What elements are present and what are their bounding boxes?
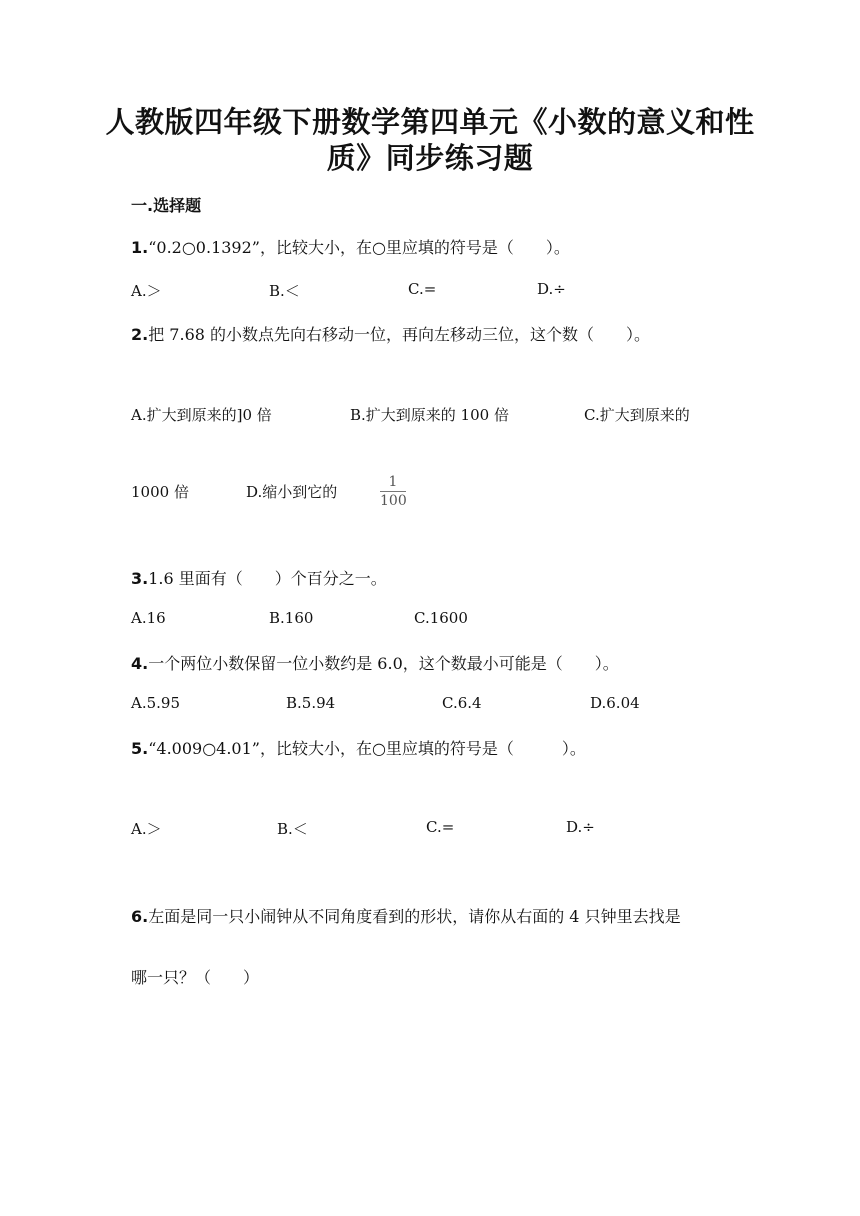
section-heading: 一.选择题	[131, 196, 202, 215]
question-2	[131, 322, 650, 345]
question-text: 左面是同一只小闹钟从不同角度看到的形状，请你从右面的 4 只钟里去找是	[148, 907, 681, 926]
question-text: 把 7.68 的小数点先向右移动一位，再向左移动三位，这个数（ ）。	[148, 325, 651, 344]
question-number: 1.	[131, 238, 149, 257]
q2-option-d: D.缩小到它的	[246, 483, 338, 501]
q4-option-b: B.5.94	[286, 694, 336, 712]
question-number: 4.	[131, 654, 149, 673]
q1-option-b: B.＜	[269, 282, 300, 300]
document-title-line2: 质》同步练习题	[326, 141, 534, 175]
q2-option-c-continued: 1000 倍	[131, 483, 189, 501]
question-text: 一个两位小数保留一位小数约是 6.0，这个数最小可能是（ ）。	[148, 654, 619, 673]
question-4	[131, 651, 619, 674]
question-3	[131, 566, 387, 589]
q1-option-d: D.÷	[537, 280, 566, 298]
q5-option-a: A.＞	[131, 820, 162, 838]
question-text: “4.009○4.01”，比较大小，在○里应填的符号是（ ）。	[148, 739, 586, 758]
q3-option-b: B.160	[269, 609, 314, 627]
question-number: 5.	[131, 739, 149, 758]
q1-option-a: A.＞	[131, 282, 162, 300]
question-text: “0.2○0.1392”，比较大小，在○里应填的符号是（ ）。	[148, 238, 570, 257]
q5-option-c: C.=	[426, 818, 455, 836]
q2-option-c: C.扩大到原来的	[584, 406, 690, 424]
question-6	[131, 904, 681, 927]
question-number: 2.	[131, 325, 149, 344]
fraction-denominator: 100	[380, 493, 407, 509]
q1-option-c: C.=	[408, 280, 437, 298]
question-number: 3.	[131, 569, 149, 588]
question-1	[131, 235, 570, 258]
q2-option-b: B.扩大到原来的 100 倍	[350, 406, 509, 424]
fraction-one-hundredth	[380, 474, 406, 509]
document-title-line1: 人教版四年级下册数学第四单元《小数的意义和性	[105, 105, 755, 139]
q2-option-a: A.扩大到原来的]0 倍	[131, 406, 272, 424]
q4-option-a: A.5.95	[131, 694, 180, 712]
q3-option-a: A.16	[131, 609, 166, 627]
q4-option-c: C.6.4	[442, 694, 482, 712]
q5-option-b: B.＜	[277, 820, 308, 838]
question-text: 1.6 里面有（ ）个百分之一。	[148, 569, 387, 588]
fraction-numerator: 1	[388, 474, 398, 490]
question-number: 6.	[131, 907, 149, 926]
question-6-continued: 哪一只？（ ）	[131, 968, 260, 987]
q4-option-d: D.6.04	[590, 694, 640, 712]
q5-option-d: D.÷	[566, 818, 595, 836]
q3-option-c: C.1600	[414, 609, 468, 627]
question-5	[131, 736, 586, 759]
fraction-bar	[380, 491, 406, 492]
